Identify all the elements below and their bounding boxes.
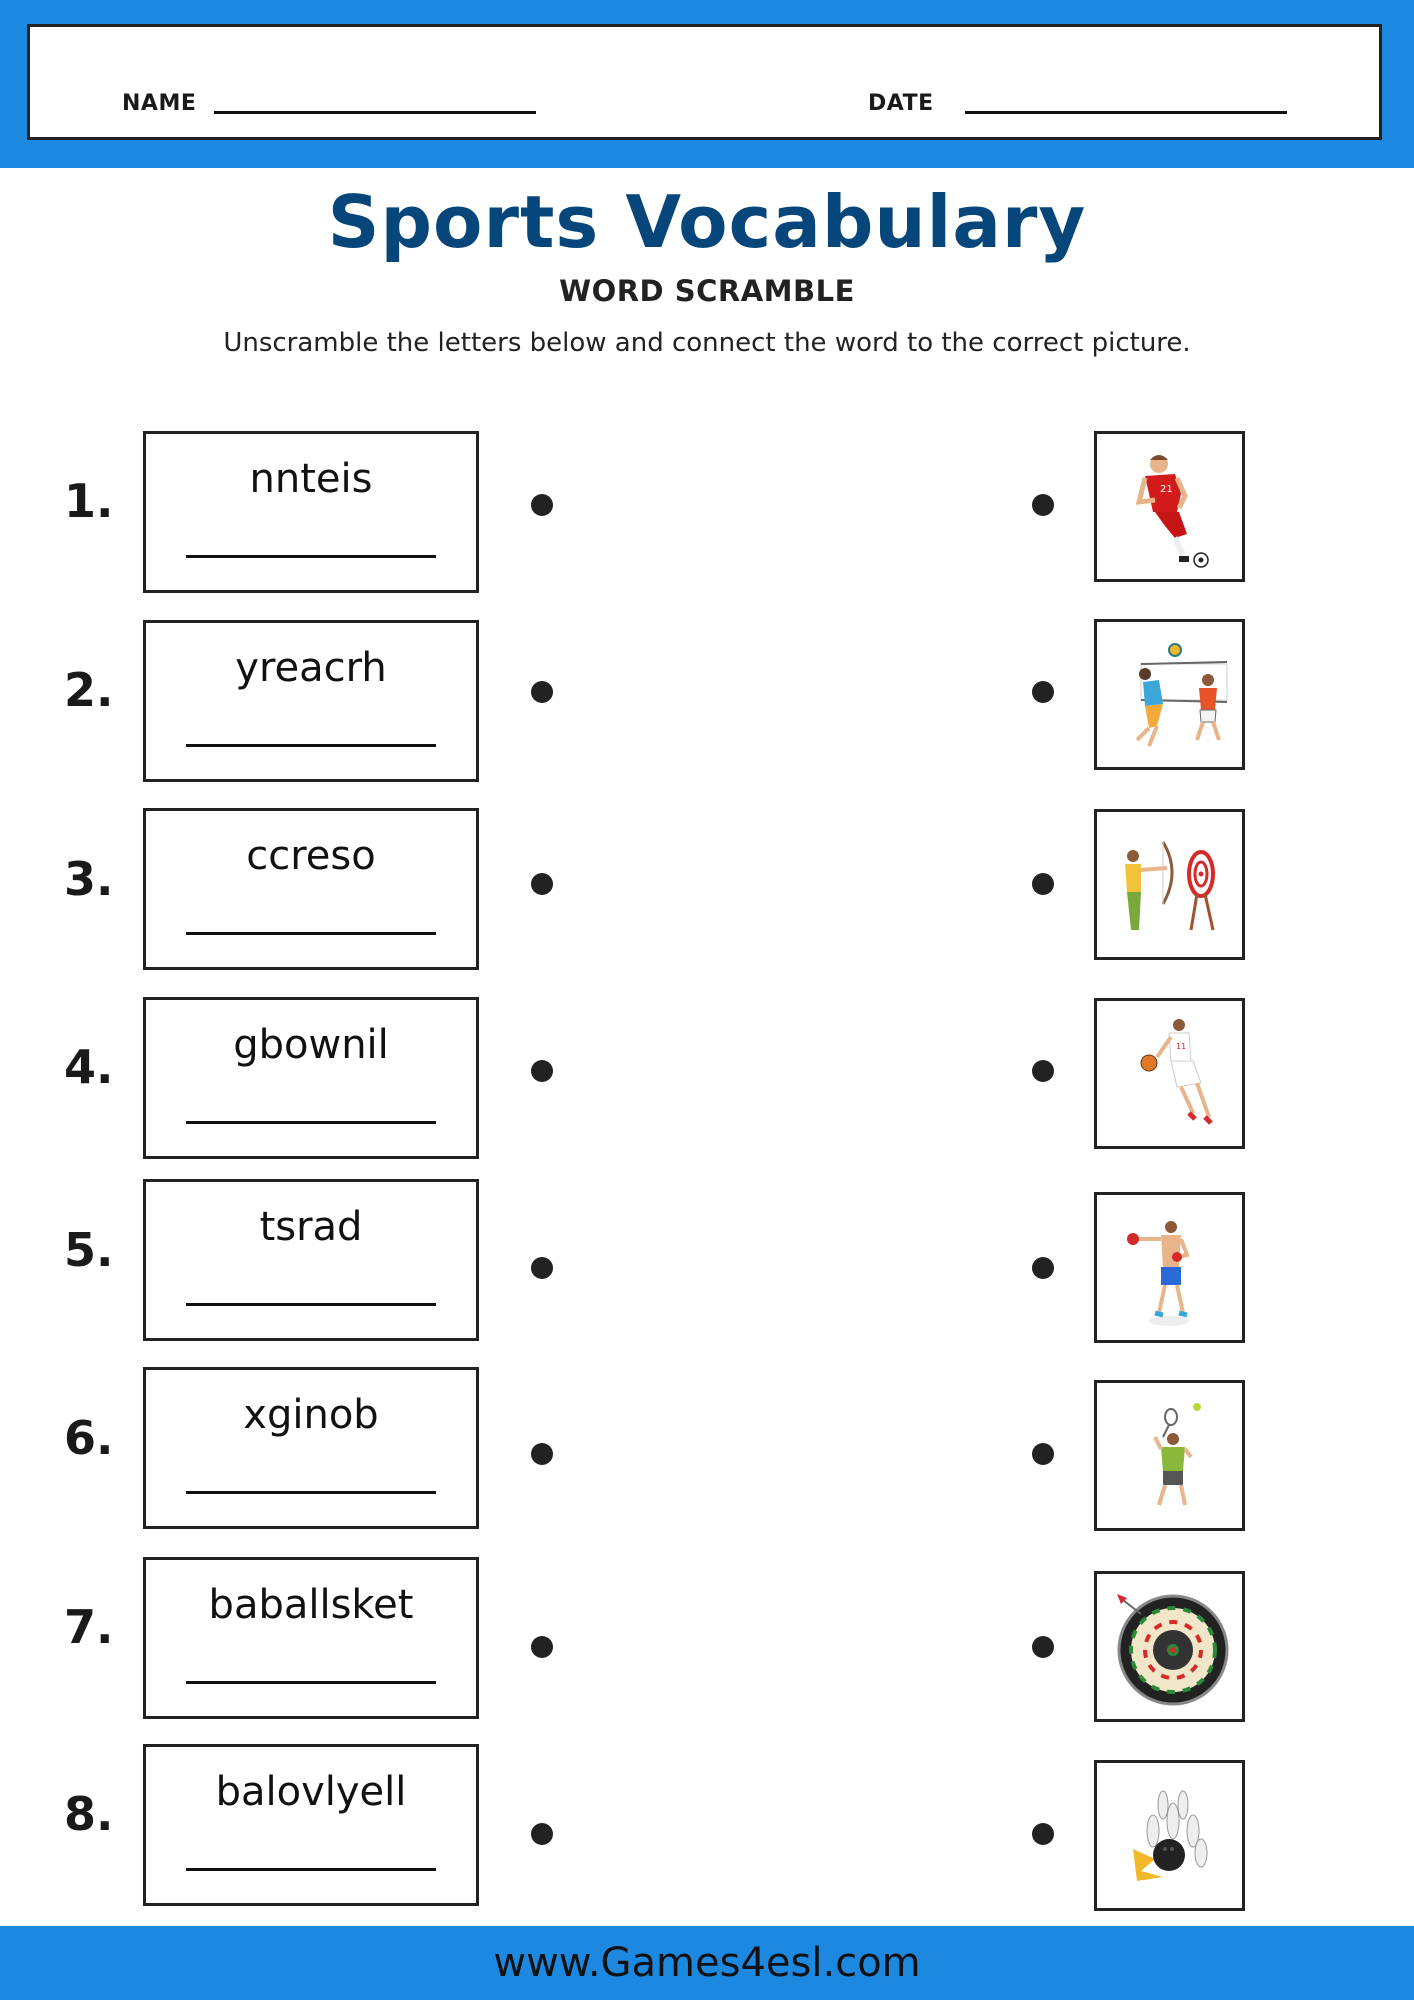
footer-band bbox=[0, 1926, 1414, 2000]
left-connect-dot[interactable] bbox=[531, 1443, 553, 1465]
right-connect-dot[interactable] bbox=[1032, 1823, 1054, 1845]
left-connect-dot[interactable] bbox=[531, 681, 553, 703]
answer-line[interactable] bbox=[186, 1121, 436, 1124]
right-connect-dot[interactable] bbox=[1032, 1636, 1054, 1658]
svg-text:21: 21 bbox=[1160, 484, 1173, 495]
right-connect-dot[interactable] bbox=[1032, 873, 1054, 895]
scrambled-word: baballsket bbox=[208, 1582, 414, 1628]
page-subtitle: WORD SCRAMBLE bbox=[559, 274, 855, 308]
answer-line[interactable] bbox=[186, 744, 436, 747]
item-number: 7. bbox=[64, 1600, 114, 1654]
instructions: Unscramble the letters below and connect the word to the correct picture. bbox=[223, 328, 1191, 358]
picture-dartboard bbox=[1094, 1571, 1245, 1722]
answer-line[interactable] bbox=[186, 932, 436, 935]
left-connect-dot[interactable] bbox=[531, 1257, 553, 1279]
left-connect-dot[interactable] bbox=[531, 873, 553, 895]
word-box bbox=[143, 620, 479, 782]
archery-icon bbox=[1097, 812, 1242, 957]
svg-text:11: 11 bbox=[1176, 1042, 1187, 1051]
picture-bowling bbox=[1094, 1760, 1245, 1911]
picture-soccer-player bbox=[1094, 431, 1245, 582]
scrambled-word: gbownil bbox=[233, 1022, 389, 1068]
answer-line[interactable] bbox=[186, 1681, 436, 1684]
basketball-icon bbox=[1097, 1001, 1242, 1146]
left-connect-dot[interactable] bbox=[531, 1823, 553, 1845]
item-number: 1. bbox=[64, 474, 114, 528]
item-number: 3. bbox=[64, 852, 114, 906]
word-box bbox=[143, 1744, 479, 1906]
right-connect-dot[interactable] bbox=[1032, 1257, 1054, 1279]
page-title: Sports Vocabulary bbox=[327, 180, 1087, 264]
word-box bbox=[143, 1557, 479, 1719]
word-box bbox=[143, 808, 479, 970]
scrambled-word: balovlyell bbox=[215, 1769, 407, 1815]
item-number: 8. bbox=[64, 1787, 114, 1841]
answer-line[interactable] bbox=[186, 1303, 436, 1306]
picture-volleyball-players bbox=[1094, 619, 1245, 770]
website-link[interactable]: www.Games4esl.com bbox=[493, 1940, 921, 1986]
date-field[interactable] bbox=[965, 111, 1287, 114]
word-box bbox=[143, 1367, 479, 1529]
answer-line[interactable] bbox=[186, 555, 436, 558]
right-connect-dot[interactable] bbox=[1032, 681, 1054, 703]
date-label: DATE bbox=[868, 91, 934, 116]
answer-line[interactable] bbox=[186, 1868, 436, 1871]
scrambled-word: ccreso bbox=[246, 833, 376, 879]
name-date-box bbox=[27, 24, 1382, 140]
item-number: 6. bbox=[64, 1411, 114, 1465]
item-number: 4. bbox=[64, 1040, 114, 1094]
word-box bbox=[143, 997, 479, 1159]
item-number: 5. bbox=[64, 1223, 114, 1277]
scrambled-word: xginob bbox=[243, 1392, 379, 1438]
scrambled-word: nnteis bbox=[249, 456, 373, 502]
name-label: NAME bbox=[122, 91, 197, 116]
picture-basketball-player bbox=[1094, 998, 1245, 1149]
right-connect-dot[interactable] bbox=[1032, 1060, 1054, 1082]
item-number: 2. bbox=[64, 663, 114, 717]
left-connect-dot[interactable] bbox=[531, 494, 553, 516]
bowling-icon bbox=[1097, 1763, 1242, 1908]
picture-tennis-player bbox=[1094, 1380, 1245, 1531]
left-connect-dot[interactable] bbox=[531, 1060, 553, 1082]
soccer-player-icon bbox=[1097, 434, 1242, 579]
dartboard-icon bbox=[1097, 1574, 1242, 1719]
answer-line[interactable] bbox=[186, 1491, 436, 1494]
word-box bbox=[143, 431, 479, 593]
boxing-icon bbox=[1097, 1195, 1242, 1340]
scrambled-word: tsrad bbox=[259, 1204, 363, 1250]
right-connect-dot[interactable] bbox=[1032, 1443, 1054, 1465]
scrambled-word: yreacrh bbox=[235, 645, 387, 691]
volleyball-icon bbox=[1097, 622, 1242, 767]
name-field[interactable] bbox=[214, 111, 536, 114]
left-connect-dot[interactable] bbox=[531, 1636, 553, 1658]
picture-archer bbox=[1094, 809, 1245, 960]
word-box bbox=[143, 1179, 479, 1341]
right-connect-dot[interactable] bbox=[1032, 494, 1054, 516]
picture-boxer bbox=[1094, 1192, 1245, 1343]
tennis-icon bbox=[1097, 1383, 1242, 1528]
header-band bbox=[0, 0, 1414, 168]
